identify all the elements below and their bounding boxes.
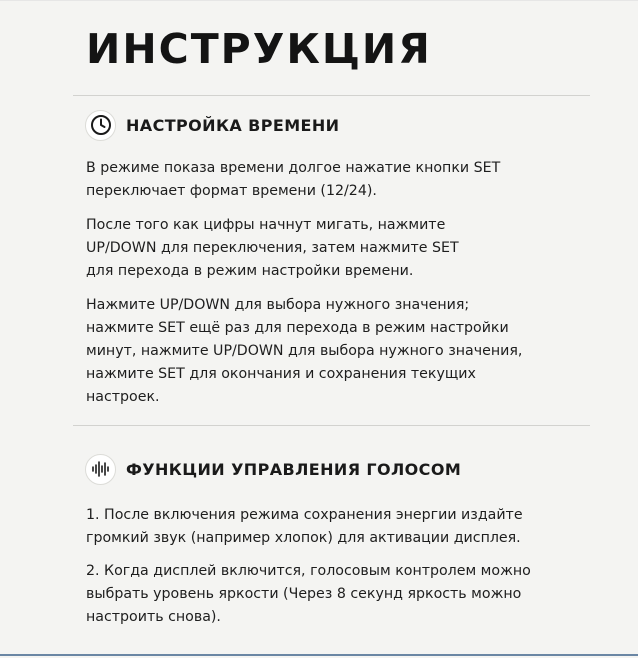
divider <box>73 95 590 96</box>
paragraph <box>86 504 523 550</box>
bottom-border <box>0 654 638 656</box>
paragraph <box>86 560 531 629</box>
text-line: настроек. <box>86 389 160 405</box>
sound-wave-icon <box>85 454 116 485</box>
divider <box>73 425 590 426</box>
text-line: В режиме показа времени долгое нажатие кнопки SET <box>86 160 501 176</box>
section-title: НАСТРОЙКА ВРЕМЕНИ <box>126 115 340 135</box>
text-line: нажмите SET для окончания и сохранения текущих <box>86 366 476 382</box>
text-line: минут, нажмите UP/DOWN для выбора нужного значения, <box>86 343 523 359</box>
text-line: громкий звук (например хлопок) для активации дисплея. <box>86 530 521 546</box>
paragraph <box>86 214 459 283</box>
text-line: 1. После включения режима сохранения энергии издайте <box>86 507 523 523</box>
paragraph <box>86 157 500 203</box>
text-line: Нажмите UP/DOWN для выбора нужного значения; <box>86 297 470 313</box>
text-line: 2. Когда дисплей включится, голосовым контролем можно <box>86 563 531 579</box>
text-line: переключает формат времени (12/24). <box>86 183 377 199</box>
text-line: UP/DOWN для переключения, затем нажмите SET <box>86 240 459 256</box>
text-line: После того как цифры начнут мигать, нажмите <box>86 217 446 233</box>
clock-icon <box>85 110 116 141</box>
section-title: ФУНКЦИИ УПРАВЛЕНИЯ ГОЛОСОМ <box>126 459 462 479</box>
section-header-voice-control <box>85 453 461 485</box>
page-title: ИНСТРУКЦИЯ <box>86 25 432 73</box>
text-line: настроить снова). <box>86 609 221 625</box>
text-line: нажмите SET ещё раз для перехода в режим настройки <box>86 320 509 336</box>
section-header-time-setup <box>85 109 339 141</box>
paragraph <box>86 294 522 409</box>
text-line: для перехода в режим настройки времени. <box>86 263 414 279</box>
text-line: выбрать уровень яркости (Через 8 секунд яркость можно <box>86 586 522 602</box>
